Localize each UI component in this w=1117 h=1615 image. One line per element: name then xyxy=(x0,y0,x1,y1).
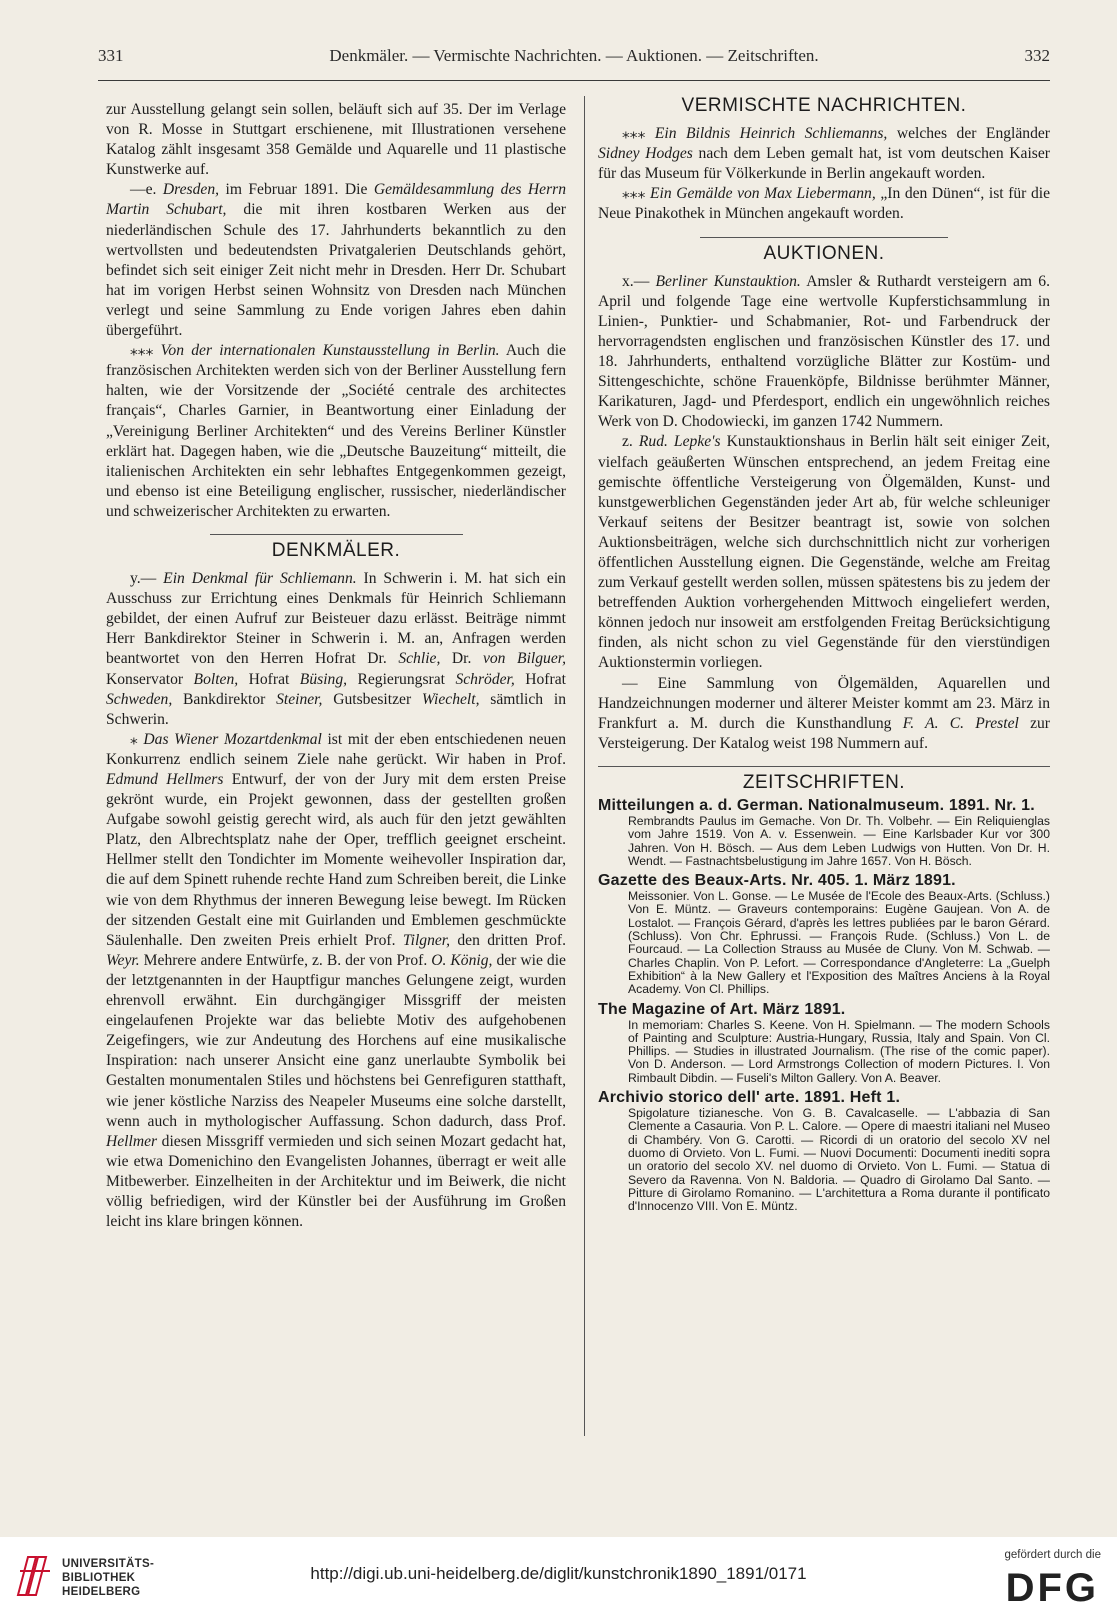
journal-contents: Rembrandts Paulus im Gemache. Von Dr. Th. Volbehr. — Ein Reliquienglas vom Jahre 1519. Von A. v. Essenwein. — Eine Karlsbader Kur vor 300 Jahren. Von H. Bösch. — Aus dem Leben Ludwigs von Hutten. Von Dr. H. Wendt. — Fastnachtsbelustigung im Jahre 1657. Von H. Bösch. xyxy=(628,814,1050,868)
section-rule xyxy=(210,534,463,535)
journal-contents: Meissonier. Von L. Gonse. — Le Musée de l'Ecole des Beaux-Arts. (Schluss.) Von E. Müntz. — Graveurs contemporains: Eugène Gaujean. Von A. de Lostalot. — François Gérard, d'après les lettres publiées par le baron Gérard. (Schluss). Von Chr. Ephrussi. — François Rude. (Schluss.) Von L. de Fourcaud. — La Collection Strauss au Musée de Cluny. Von M. Schwab. — Charles Chaplin. Von P. Lefort. — Correspondance d'Angleterre: La „Guelph Exhibition“ à la New Gallery et l'Exposition des Maîtres Anciens à la Royal Academy. Von Cl. Phillips. xyxy=(628,889,1050,997)
right-column xyxy=(598,95,1051,1214)
funding-note: gefördert durch die xyxy=(1004,1549,1101,1561)
footer-bar xyxy=(0,1537,1117,1615)
journal-contents: Spigolature tizianesche. Von G. B. Cavalcaselle. — L'abbazia di San Clemente a Casauria. Von P. L. Calore. — Opere di maestri italiani nel Museo di Chambéry. Von G. Carotti. — Ricordi di un oratorio del secolo XV nel duomo di Orvieto. Von L. Fumi. — Nuovi Documenti: Documenti inediti sopra un oratorio del secolo XV. nel duomo di Orvieto. Von L. Fumi. — Statua di Severo da Ravenna. Von N. Baldoria. — Quadro di Girolamo Dal Santo. — Pitture di Girolamo Romanino. — L'architettura a Roma durante il pontificato d'Innocenzo VIII. Von E. Müntz. xyxy=(628,1106,1050,1214)
section-title-denkmaeler: DENKMÄLER. xyxy=(271,539,401,561)
left-column xyxy=(106,100,566,1232)
paragraph: ⁎⁎⁎ Ein Gemälde von Max Liebermann, „In den Dünen“, ist für die Neue Pinakothek in München angekauft worden. xyxy=(598,185,1051,223)
section-title-zeitschriften: ZEITSCHRIFTEN. xyxy=(742,771,906,793)
section-rule xyxy=(598,766,1050,767)
journal-heading: Archivio storico dell' arte. 1891. Heft 1. xyxy=(598,1089,901,1107)
header-rule xyxy=(98,80,1050,81)
page-number-right: 332 xyxy=(1024,46,1050,65)
paragraph: y.— Ein Denkmal für Schliemann. In Schwerin i. M. hat sich ein Ausschuss zur Errichtung eines Denkmals für Heinrich Schliemann gebildet, der einen Aufruf zur Beisteuer dazu erlässt. Beiträge nimmt Herr Bankdirektor Steiner in Schwerin i. M. an, Anfragen werden beantwortet von den Herren Hofrat Dr. Schlie, Dr. von Bilguer, Konservator Bolten, Hofrat Büsing, Regierungsrat Schröder, Hofrat Schweden, Bankdirektor Steiner, Gutsbesitzer Wiechelt, sämtlich in Schwerin. xyxy=(106,570,566,728)
paragraph: — Eine Sammlung von Ölgemälden, Aquarellen und Handzeichnungen moderner und älterer Meister kommt am 23. März in Frankfurt a. M. durch die Kunsthandlung F. A. C. Prestel zur Versteigerung. Der Katalog weist 198 Nummern auf. xyxy=(598,674,1050,752)
paragraph: zur Ausstellung gelangt sein sollen, beläuft sich auf 35. Der im Verlage von R. Mosse in Stuttgart erschienene, mit Illustrationen versehene Katalog zählt insgesamt 358 Gemälde und Aquarelle und 11 plastische Kunstwerke auf. xyxy=(106,101,566,179)
journal-contents: In memoriam: Charles S. Keene. Von H. Spielmann. — The modern Schools of Painting and Sculpture: Austria-Hungary, Russia, Italy and Spain. Von Cl. Phillips. — Studies in illustrated Journalism. (The rise of the comic paper). Von D. Anderson. — Lord Armstrongs Collection of modern Pictures. I. Von Rimbault Dibdin. — Fuseli's Milton Gallery. Von A. Beaver. xyxy=(628,1017,1050,1085)
paragraph: ⁎⁎⁎ Von der internationalen Kunstausstellung in Berlin. Auch die französischen Architekten werden sich von der Berliner Ausstellung fern halten, wie der Vorsitzende der „Société centrale des architectes français“, Charles Garnier, in Beantwortung einer Einladung der „Vereinigung Berliner Architekten“ und des Vereins Berliner Künstler erklärt hat. Dagegen haben, wie die „Deutsche Bauzeitung“ mitteilt, die italienischen Architekten ein sehr lebhaftes Entgegenkommen gezeigt, und ebenso ist eine Beteiligung englischer, russischer, niederländischer und schweizerischer Architekten zu erwarten. xyxy=(106,342,566,520)
running-title: Denkmäler. — Vermischte Nachrichten. — Auktionen. — Zeitschriften. xyxy=(329,46,819,65)
permalink-url[interactable]: http://digi.ub.uni-heidelberg.de/diglit/kunstchronik1890_1891/0171 xyxy=(310,1564,807,1583)
dfg-logo: DFG xyxy=(1005,1566,1099,1610)
section-title-vermischte: VERMISCHTE NACHRICHTEN. xyxy=(681,95,967,116)
journal-heading: Mitteilungen a. d. German. Nationalmuseum. 1891. Nr. 1. xyxy=(598,797,1035,814)
page-number-left: 331 xyxy=(98,46,124,65)
section-rule xyxy=(700,237,949,238)
paragraph: x.— Berliner Kunstauktion. Amsler & Ruthardt versteigern am 6. April und folgende Tage eine wertvolle Kupferstichsammlung in Linien-, Punktier- und Schabmanier, Rot- und Farbendruck der hervorragendsten englischen und französischen Künstler des 17. und 18. Jahrhunderts, enthaltend vorzügliche Blätter zur Kostüm- und Sittengeschichte, schöne Frauenköpfe, Bildnisse berühmter Männer, Karikaturen, Jagd- und Pferdesport, endlich ein ungewöhnlich reiches Werk von D. Chodowiecki, im ganzen 1742 Nummern. xyxy=(598,272,1050,431)
university-library-name: UNIVERSITÄTS- BIBLIOTHEK HEIDELBERG xyxy=(62,1558,155,1598)
journal-heading: The Magazine of Art. März 1891. xyxy=(598,1000,846,1018)
journal-heading: Gazette des Beaux-Arts. Nr. 405. 1. März 1891. xyxy=(598,872,956,890)
column-divider xyxy=(584,96,585,1436)
section-title-auktionen: AUKTIONEN. xyxy=(763,242,885,264)
paragraph: —e. Dresden, im Februar 1891. Die Gemäldesammlung des Herrn Martin Schubart, die mit ihren kostbaren Werken aus der niederländischen Schule des 17. Jahrhunderts bekanntlich zu den wertvollsten und bedeutendsten Privatgalerien Deutschlands gehört, befindet sich seit einiger Zeit nicht mehr in Dresden. Herr Dr. Schubart hat im vorigen Herbst seinen Wohnsitz von Dresden nach München verlegt und seine Sammlung zu Ende vorigen Jahres eben dahin übergeführt. xyxy=(106,181,567,340)
paragraph: ⁎ Das Wiener Mozartdenkmal ist mit der eben entschiedenen neuen Konkurrenz endlich seinem Ziele nahe gerückt. Wir haben in Prof. Edmund Hellmers Entwurf, der von der Jury mit dem ersten Preise gekrönt wurde, ein Projekt gewonnen, dass der gestellten großen Aufgabe sowohl geistig gerecht wird, als auch für den jetzt gewählten Platz, den Albrechtsplatz nahe der Oper, trefflich geeignet erscheint. Hellmer stellt den Tondichter im Momente weihevoller Inspiration dar, die auf dem Spinett ruhende rechte Hand zum Schreiben bereit, die Linke wie von dem Rhythmus der inneren Bewegung leise bewegt. Im Rücken der sitzenden Gestalt eine mit Guirlanden und Emblemen geschmückte Säulenhalle. Den zweiten Preis erhielt Prof. Tilgner, den dritten Prof. Weyr. Mehrere andere Entwürfe, z. B. der von Prof. O. König, der wie die der letztgenannten in der Hauptfigur manches Gelungene zeigt, wurden ehrenvoll erwähnt. Ein durchgängiger Missgriff der meisten eingelaufenen Projekte war das beliebte Motiv des aufgehobenen Zeigefingers, wie zur Andeutung des Horchens auf eine musikalische Inspiration: nach unserer Ansicht eine ganz unerlaubte Symbolik bei Gestalten monumentalen Stiles und höchstens bei Genrefiguren statthaft, wie jener köstliche Narziss des Neapeler Museums eine solche darstellt, wenn auch in mythologischer Auffassung. Schon dadurch, dass Prof. Hellmer diesen Missgriff vermieden und sich seinen Mozart gedacht hat, wie etwa Domenichino den Evangelisten Johannes, überragt er weit alle Mitbewerber. Einzelheiten in der Architektur und im Beiwerk, die nicht völlig befriedigen, wird der Künstler bei der Ausführung im Großen leicht ins klare bringen können. xyxy=(106,730,566,1231)
paragraph: ⁎⁎⁎ Ein Bildnis Heinrich Schliemanns, welches der Engländer Sidney Hodges nach dem Leben gemalt hat, ist vom deutschen Kaiser für das Museum für Völkerkunde in Berlin angekauft worden. xyxy=(598,125,1050,183)
paragraph: z. Rud. Lepke's Kunstauktionshaus in Berlin hält seit einiger Zeit, vielfach geäußerten Wünschen entsprechend, an jedem Freitag eine gemischte öffentliche Versteigerung von Ölgemälden, Kunst- und kunstgewerblichen Gegenständen jeder Art ab, für welche schleuniger Verkauf seitens der Besitzer beantragt ist, sowie von solchen Auktionsbeiträgen, welche sich durchschnittlich nicht zur vorherigen öffentlichen Ausstellung eignen. Die Gegenstände, welche am Freitag zum Verkauf gestellt werden sollen, müssen spätestens bis zu jedem der betreffenden Auktion vorhergehenden Mittwoch eingeliefert werden, können jedoch nur insoweit am erstfolgenden Freitag Berücksichtigung finden, als nicht schon zu viel Gegenstände für den vierstündigen Auktionstermin vorliegen. xyxy=(598,433,1050,672)
